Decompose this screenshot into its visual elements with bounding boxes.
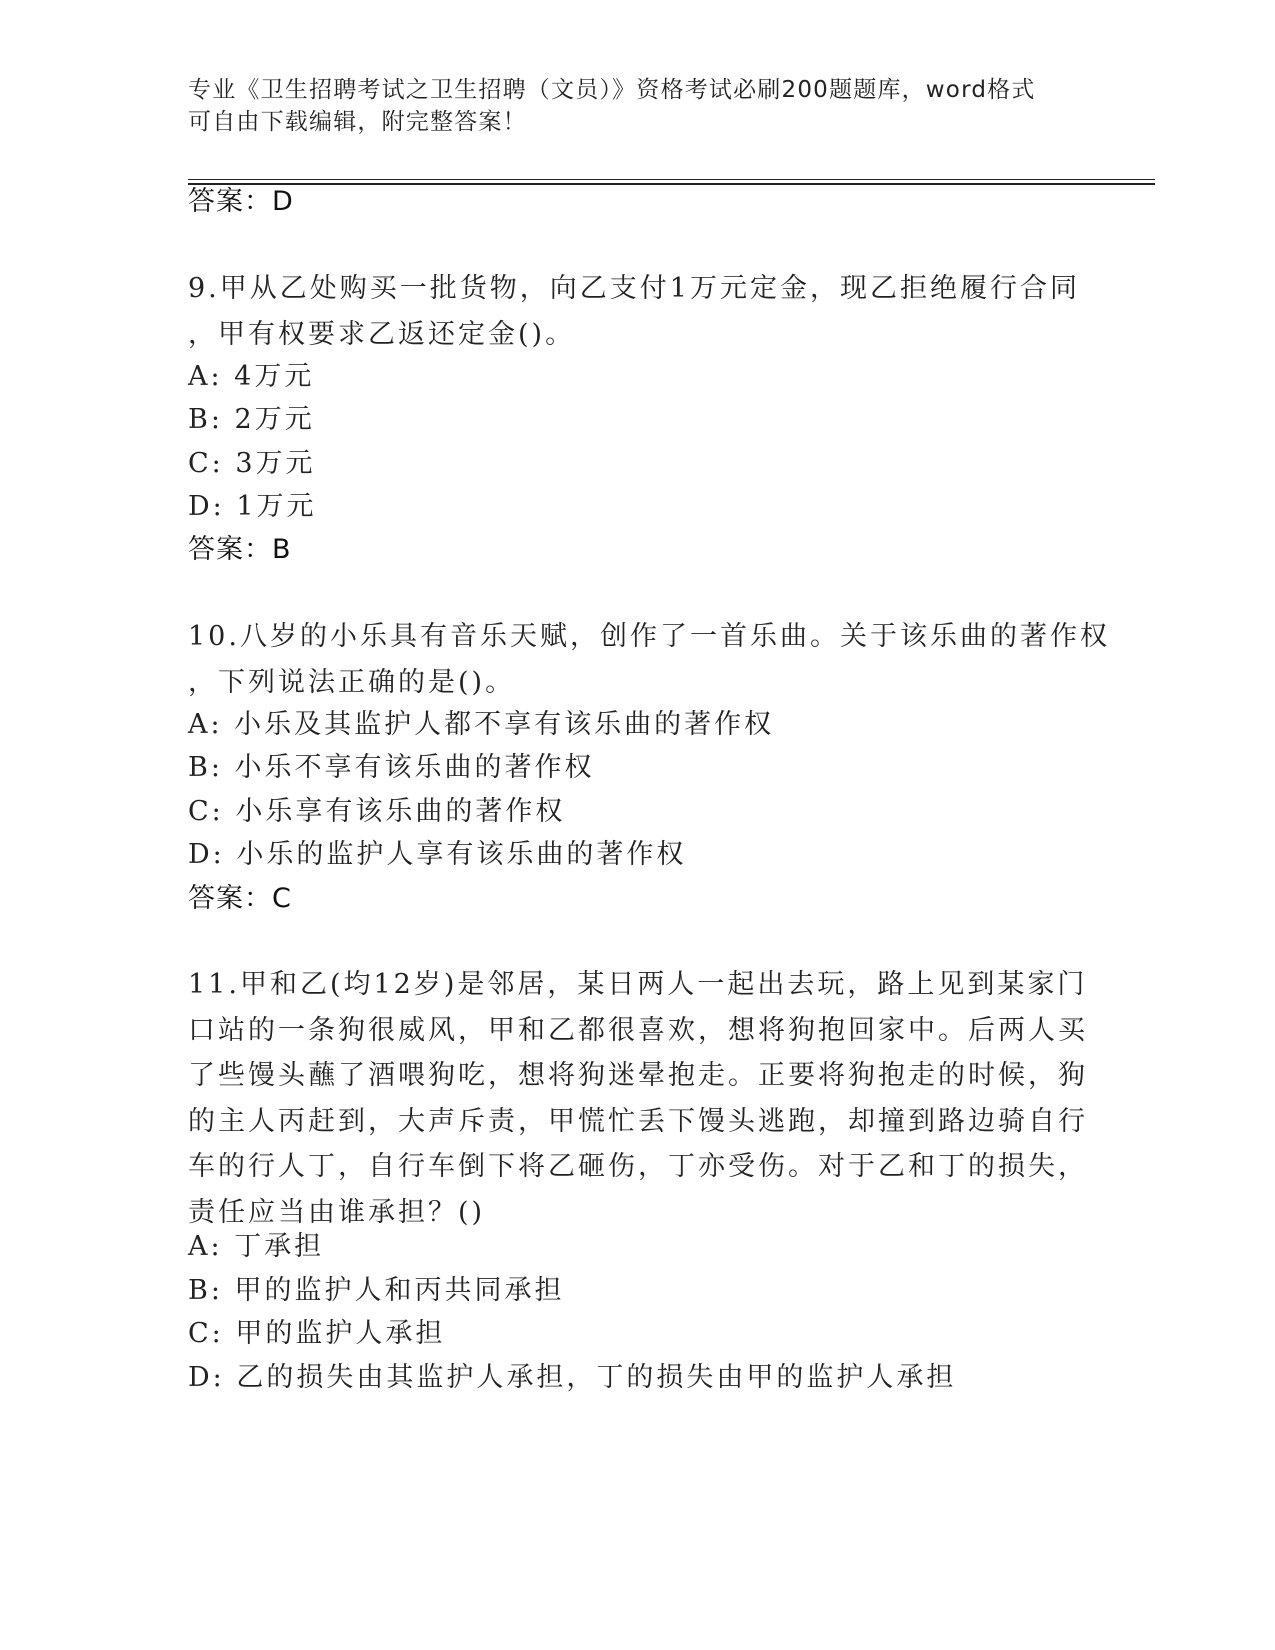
header-divider [188, 179, 1155, 180]
question-11-option-a: A: 丁承担 [188, 1231, 325, 1262]
header-divider [188, 183, 1155, 185]
question-line: ，甲有权要求乙返还定金()。 [188, 318, 576, 350]
question-10-option-d: D: 小乐的监护人享有该乐曲的著作权 [188, 839, 687, 870]
question-line: 责任应当由谁承担？() [188, 1196, 486, 1228]
question-line: 10.八岁的小乐具有音乐天赋，创作了一首乐曲。关于该乐曲的著作权 [188, 621, 1110, 652]
question-10-answer: 答案：C [188, 883, 292, 914]
question-10-text [188, 614, 1110, 705]
question-10-option-b: B: 小乐不享有该乐曲的著作权 [188, 752, 595, 783]
question-9-option-a: A: 4万元 [188, 361, 315, 392]
question-9-option-d: D: 1万元 [188, 491, 317, 522]
question-line: 9.甲从乙处购买一批货物，向乙支付1万元定金，现乙拒绝履行合同 [188, 273, 1080, 304]
document-header [188, 74, 1068, 138]
header-line: 可自由下载编辑，附完整答案！ [188, 109, 527, 135]
question-line: 了些馒头蘸了酒喂狗吃，想将狗迷晕抱走。正要将狗抱走的时候，狗 [188, 1060, 1088, 1091]
question-line: 车的行人丁，自行车倒下将乙砸伤，丁亦受伤。对于乙和丁的损失， [188, 1151, 1088, 1182]
question-10-option-c: C: 小乐享有该乐曲的著作权 [188, 796, 566, 827]
question-9-option-b: B: 2万元 [188, 404, 315, 435]
question-11-option-d: D: 乙的损失由其监护人承担，丁的损失由甲的监护人承担 [188, 1362, 957, 1393]
question-11-text [188, 962, 1088, 1235]
question-11-option-b: B: 甲的监护人和丙共同承担 [188, 1275, 565, 1306]
question-9-text [188, 266, 1088, 357]
question-10-option-a: A: 小乐及其监护人都不享有该乐曲的著作权 [188, 709, 775, 740]
previous-answer: 答案：D [188, 186, 294, 217]
question-line: 11.甲和乙(均12岁)是邻居，某日两人一起出去玩，路上见到某家门 [188, 969, 1088, 1000]
header-line: 专业《卫生招聘考试之卫生招聘（文员）》资格考试必刷200题题库，word格式 [188, 77, 1036, 103]
question-line: 的主人丙赶到，大声斥责，甲慌忙丢下馒头逃跑，却撞到路边骑自行 [188, 1105, 1088, 1137]
question-line: ，下列说法正确的是()。 [188, 666, 516, 698]
question-9-option-c: C: 3万元 [188, 448, 316, 479]
question-11-option-c: C: 甲的监护人承担 [188, 1318, 446, 1349]
question-line: 口站的一条狗很威风，甲和乙都很喜欢，想将狗抱回家中。后两人买 [188, 1014, 1088, 1046]
question-9-answer: 答案：B [188, 534, 292, 565]
